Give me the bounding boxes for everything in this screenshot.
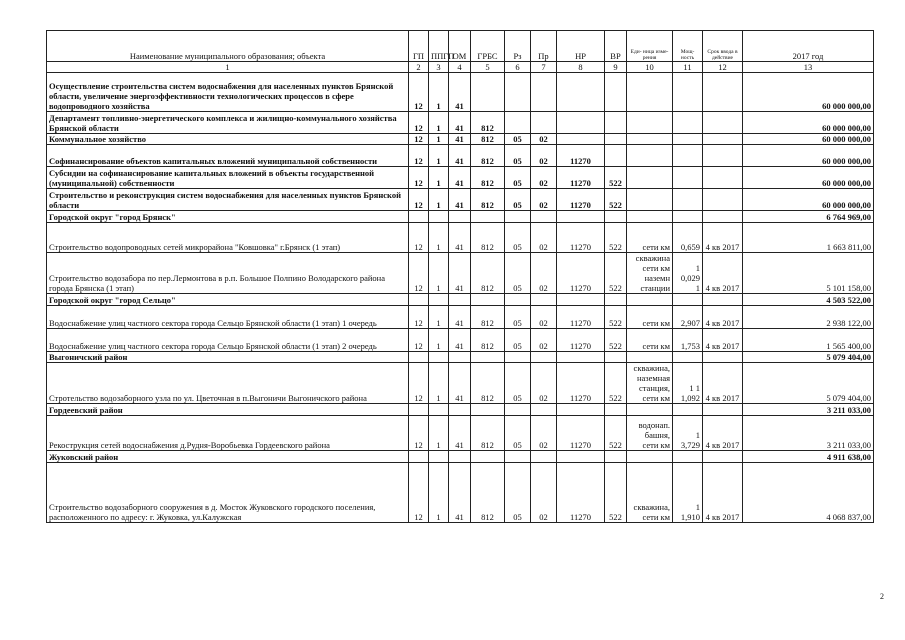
cell-name: Строительство водозаборного сооружения в д. Мосток Жуковского городского поселения, расположенного по адресу: г. Жуковка, ул.Калужская [47,463,409,523]
cell-ppgp: 1 [429,306,449,329]
cell-vr [605,451,627,463]
cell-vr [605,134,627,145]
cell-om: 41 [449,189,471,211]
cell-rz [505,211,531,223]
cell-term [703,352,743,363]
cell-om [449,404,471,416]
cell-pr [531,112,557,134]
cell-vr [605,294,627,306]
cell-sum: 60 000 000,00 [743,145,874,167]
cell-rz [505,294,531,306]
cell-vr: 522 [605,306,627,329]
cell-grbs [471,352,505,363]
cell-om: 41 [449,145,471,167]
cell-ppgp: 1 [429,416,449,451]
cell-gp: 12 [409,463,429,523]
cell-om: 41 [449,223,471,253]
cell-rz: 05 [505,306,531,329]
cell-power [673,189,703,211]
table-row [47,294,874,306]
cell-gp: 12 [409,223,429,253]
cell-np [557,134,605,145]
cell-gp: 12 [409,73,429,112]
cell-om: 41 [449,73,471,112]
cell-unit: скважина, наземная станция, сети км [627,363,673,404]
cell-term [703,112,743,134]
table-row [47,112,874,134]
cell-unit [627,112,673,134]
cell-ppgp: 1 [429,223,449,253]
table-row [47,463,874,523]
cell-power: 1,753 [673,329,703,352]
col-num: 5 [471,62,505,73]
cell-power [673,211,703,223]
col-num: 10 [627,62,673,73]
cell-term: 4 кв 2017 [703,253,743,294]
col-num: 1 [47,62,409,73]
cell-rz: 05 [505,363,531,404]
cell-power [673,134,703,145]
cell-grbs: 812 [471,112,505,134]
cell-sum: 1 663 811,00 [743,223,874,253]
cell-pr: 02 [531,145,557,167]
cell-vr: 522 [605,329,627,352]
cell-vr: 522 [605,416,627,451]
cell-rz: 05 [505,145,531,167]
cell-ppgp: 1 [429,145,449,167]
cell-vr: 522 [605,189,627,211]
table-row [47,451,874,463]
table-row [47,73,874,112]
column-number-row [47,62,874,73]
cell-name: Строительство водозабора по пер.Лермонтова в р.п. Большое Полпино Володарского района города Брянска (1 этап) [47,253,409,294]
table-header-row [47,31,874,62]
cell-rz [505,451,531,463]
cell-rz: 05 [505,167,531,189]
cell-ppgp: 1 [429,167,449,189]
cell-name: Департамент топливно-энергетического комплекса и жилищно-коммунального хозяйства Брянской области [47,112,409,134]
cell-term: 4 кв 2017 [703,329,743,352]
cell-vr: 522 [605,253,627,294]
cell-pr: 02 [531,253,557,294]
table-row [47,223,874,253]
table-row [47,329,874,352]
cell-sum: 60 000 000,00 [743,73,874,112]
cell-sum: 2 938 122,00 [743,306,874,329]
cell-grbs: 812 [471,253,505,294]
cell-unit [627,189,673,211]
cell-grbs: 812 [471,223,505,253]
budget-table [46,30,874,523]
col-num: 7 [531,62,557,73]
cell-unit [627,404,673,416]
cell-unit: сети км [627,329,673,352]
cell-vr [605,211,627,223]
cell-unit: водонап. башня, сети км [627,416,673,451]
cell-name: Жуковский район [47,451,409,463]
cell-pr [531,404,557,416]
cell-grbs [471,73,505,112]
cell-np [557,294,605,306]
header-name: Наименование муниципального образования; объекта [47,31,409,62]
cell-np: 11270 [557,463,605,523]
cell-vr: 522 [605,223,627,253]
cell-grbs: 812 [471,306,505,329]
cell-pr: 02 [531,416,557,451]
cell-sum: 5 101 158,00 [743,253,874,294]
cell-om: 41 [449,167,471,189]
cell-gp [409,294,429,306]
cell-name: Строительство и реконструкция систем водоснабжения для населенных пунктов Брянской области [47,189,409,211]
cell-name: Водоснабжение улиц частного сектора города Сельцо Брянской области (1 этап) 2 очередь [47,329,409,352]
cell-power [673,294,703,306]
cell-om: 41 [449,306,471,329]
cell-vr [605,352,627,363]
table-row [47,167,874,189]
col-num: 8 [557,62,605,73]
cell-vr: 522 [605,363,627,404]
cell-vr [605,112,627,134]
cell-gp [409,404,429,416]
cell-grbs [471,211,505,223]
cell-grbs: 812 [471,189,505,211]
cell-ppgp: 1 [429,363,449,404]
cell-vr [605,73,627,112]
col-num: 11 [673,62,703,73]
cell-grbs [471,294,505,306]
cell-gp: 12 [409,112,429,134]
cell-power [673,451,703,463]
cell-unit: сети км [627,223,673,253]
cell-ppgp [429,451,449,463]
cell-ppgp: 1 [429,73,449,112]
cell-term [703,73,743,112]
cell-om: 41 [449,253,471,294]
table-row [47,404,874,416]
cell-ppgp: 1 [429,329,449,352]
cell-pr: 02 [531,189,557,211]
cell-gp: 12 [409,145,429,167]
cell-sum: 60 000 000,00 [743,134,874,145]
cell-ppgp [429,352,449,363]
cell-name: Стротельство водозаборного узла по ул. Цветочная в п.Выгоничи Выгоничского района [47,363,409,404]
cell-grbs: 812 [471,329,505,352]
cell-rz: 05 [505,253,531,294]
cell-np: 11270 [557,145,605,167]
cell-ppgp: 1 [429,134,449,145]
cell-np [557,451,605,463]
header-unit: Еди- ница изме- рения [627,31,673,62]
cell-unit: скважина, сети км [627,463,673,523]
cell-term: 4 кв 2017 [703,463,743,523]
cell-gp: 12 [409,306,429,329]
cell-vr [605,145,627,167]
header-gp: ГП [409,31,429,62]
cell-pr [531,73,557,112]
table-row [47,145,874,167]
cell-grbs [471,404,505,416]
header-rz: Рз [505,31,531,62]
cell-gp: 12 [409,134,429,145]
cell-term: 4 кв 2017 [703,306,743,329]
cell-np: 11270 [557,363,605,404]
cell-ppgp: 1 [429,189,449,211]
cell-term [703,167,743,189]
cell-rz [505,352,531,363]
table-row [47,189,874,211]
cell-rz [505,73,531,112]
cell-pr: 02 [531,329,557,352]
cell-ppgp [429,211,449,223]
cell-np [557,112,605,134]
cell-np: 11270 [557,416,605,451]
cell-pr: 02 [531,134,557,145]
cell-name: Городской округ "город Сельцо" [47,294,409,306]
cell-np [557,404,605,416]
cell-sum: 5 079 404,00 [743,363,874,404]
cell-ppgp: 1 [429,463,449,523]
cell-om: 41 [449,463,471,523]
cell-term: 4 кв 2017 [703,363,743,404]
header-om: ОМ [449,31,471,62]
cell-ppgp: 1 [429,112,449,134]
table-row [47,363,874,404]
cell-np: 11270 [557,189,605,211]
cell-power: 1 0,029 1 [673,253,703,294]
cell-gp [409,451,429,463]
cell-name: Выгоничский район [47,352,409,363]
header-vr: ВР [605,31,627,62]
cell-grbs: 812 [471,463,505,523]
cell-unit [627,451,673,463]
cell-rz: 05 [505,463,531,523]
cell-power [673,167,703,189]
cell-pr: 02 [531,223,557,253]
cell-rz: 05 [505,189,531,211]
header-np: НР [557,31,605,62]
cell-rz: 05 [505,329,531,352]
cell-sum: 1 565 400,00 [743,329,874,352]
col-num: 4 [449,62,471,73]
cell-unit [627,352,673,363]
cell-vr: 522 [605,463,627,523]
cell-vr: 522 [605,167,627,189]
cell-term: 4 кв 2017 [703,223,743,253]
header-power: Мощ- ность [673,31,703,62]
header-grbs: ГРБС [471,31,505,62]
cell-sum: 3 211 033,00 [743,404,874,416]
cell-np: 11270 [557,223,605,253]
cell-term [703,451,743,463]
cell-grbs [471,451,505,463]
cell-unit [627,211,673,223]
cell-pr [531,352,557,363]
table-row [47,134,874,145]
header-pr: Пр [531,31,557,62]
cell-pr [531,211,557,223]
cell-name: Осуществление строительства систем водоснабжения для населенных пунктов Брянской области, увеличение энергоэффективности технологических процессов в сфере водопроводного хозяйства [47,73,409,112]
cell-sum: 60 000 000,00 [743,189,874,211]
cell-rz: 05 [505,223,531,253]
cell-name: Субсидии на софинансирование капитальных вложений в объекты государственной (муниципальной) собственности [47,167,409,189]
cell-rz: 05 [505,134,531,145]
cell-gp [409,352,429,363]
cell-rz [505,112,531,134]
cell-power: 0,659 [673,223,703,253]
cell-unit: скважина сети км наземн станции [627,253,673,294]
cell-unit [627,294,673,306]
cell-sum: 60 000 000,00 [743,112,874,134]
cell-np [557,73,605,112]
table-row [47,416,874,451]
cell-unit [627,145,673,167]
cell-power: 1 3,729 [673,416,703,451]
cell-power [673,145,703,167]
cell-sum: 4 068 837,00 [743,463,874,523]
cell-np: 11270 [557,306,605,329]
cell-om: 41 [449,329,471,352]
cell-unit [627,134,673,145]
cell-pr: 02 [531,363,557,404]
cell-pr: 02 [531,463,557,523]
cell-ppgp [429,404,449,416]
header-ppgp: ППГП [429,31,449,62]
cell-power: 1 1,910 [673,463,703,523]
cell-name: Водоснабжение улиц частного сектора города Сельцо Брянской области (1 этап) 1 очередь [47,306,409,329]
cell-name: Рекострукция сетей водоснабжения д.Рудня-Воробьевка Гордеевского района [47,416,409,451]
cell-power [673,112,703,134]
cell-gp: 12 [409,329,429,352]
cell-gp: 12 [409,253,429,294]
cell-ppgp: 1 [429,253,449,294]
table-row [47,352,874,363]
cell-power: 1 1 1,092 [673,363,703,404]
cell-power [673,404,703,416]
cell-unit: сети км [627,306,673,329]
cell-sum: 4 503 522,00 [743,294,874,306]
cell-power [673,73,703,112]
cell-term [703,404,743,416]
table-row [47,211,874,223]
cell-grbs: 812 [471,167,505,189]
cell-power [673,352,703,363]
cell-pr [531,294,557,306]
cell-term [703,189,743,211]
cell-name: Софинансирование объектов капитальных вложений муниципальной собственности [47,145,409,167]
cell-term: 4 кв 2017 [703,416,743,451]
cell-name: Коммунальное хозяйство [47,134,409,145]
cell-term [703,134,743,145]
cell-grbs: 812 [471,145,505,167]
page-number: 2 [880,592,884,601]
cell-om: 41 [449,416,471,451]
cell-np: 11270 [557,329,605,352]
cell-pr: 02 [531,306,557,329]
cell-unit [627,73,673,112]
cell-om: 41 [449,112,471,134]
cell-np: 11270 [557,253,605,294]
cell-om: 41 [449,363,471,404]
cell-sum: 6 764 969,00 [743,211,874,223]
cell-sum: 5 079 404,00 [743,352,874,363]
cell-om [449,352,471,363]
cell-om [449,211,471,223]
cell-gp [409,211,429,223]
cell-power: 2,907 [673,306,703,329]
table-row [47,306,874,329]
col-num: 9 [605,62,627,73]
cell-pr [531,451,557,463]
col-num: 13 [743,62,874,73]
cell-om [449,294,471,306]
cell-gp: 12 [409,363,429,404]
cell-gp: 12 [409,189,429,211]
cell-rz: 05 [505,416,531,451]
cell-np [557,352,605,363]
cell-grbs: 812 [471,363,505,404]
cell-grbs: 812 [471,134,505,145]
cell-ppgp [429,294,449,306]
cell-grbs: 812 [471,416,505,451]
cell-om [449,451,471,463]
cell-rz [505,404,531,416]
cell-pr: 02 [531,167,557,189]
col-num: 3 [429,62,449,73]
cell-name: Строительство водопроводных сетей микрорайона "Ковшовка" г.Брянск (1 этап) [47,223,409,253]
header-term: Срок ввода в действие [703,31,743,62]
cell-np: 11270 [557,167,605,189]
col-num: 6 [505,62,531,73]
col-num: 12 [703,62,743,73]
cell-np [557,211,605,223]
cell-sum: 4 911 638,00 [743,451,874,463]
cell-gp: 12 [409,167,429,189]
header-year: 2017 год [743,31,874,62]
cell-sum: 3 211 033,00 [743,416,874,451]
cell-term [703,211,743,223]
cell-name: Гордеевский район [47,404,409,416]
col-num: 2 [409,62,429,73]
cell-gp: 12 [409,416,429,451]
cell-unit [627,167,673,189]
cell-name: Городской округ "город Брянск" [47,211,409,223]
cell-om: 41 [449,134,471,145]
cell-term [703,294,743,306]
cell-vr [605,404,627,416]
table-row [47,253,874,294]
cell-sum: 60 000 000,00 [743,167,874,189]
cell-term [703,145,743,167]
